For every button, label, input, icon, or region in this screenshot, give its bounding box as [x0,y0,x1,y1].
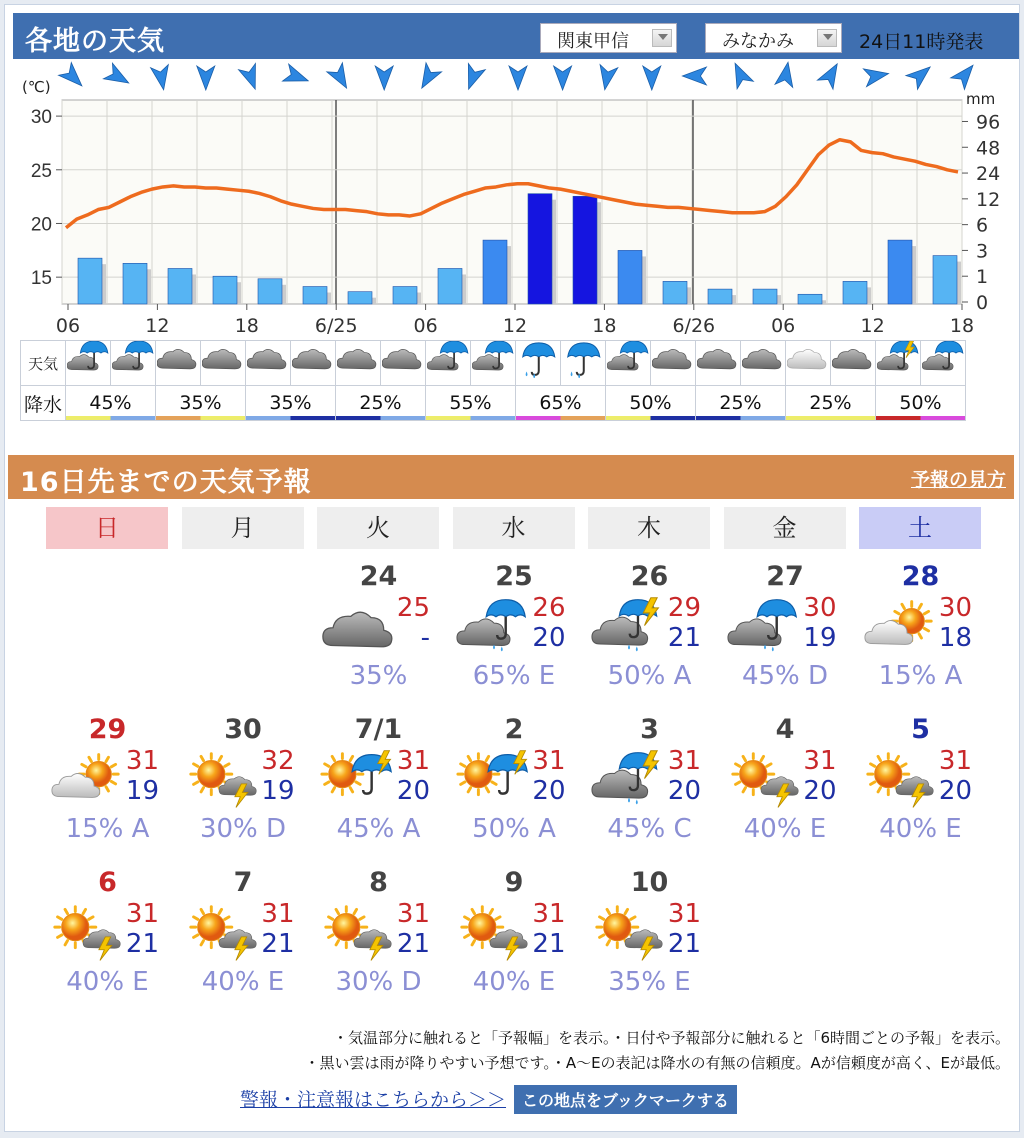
day-of-week-header: 火 [317,507,439,549]
temp-tick-label: 20 [30,214,52,236]
low-temp: 21 [125,929,159,959]
precip-chance-cell [606,386,696,421]
low-temp: 20 [396,776,430,806]
x-tick-label: 06 [55,315,81,337]
precip-chance-cell [786,386,876,421]
low-temp: 18 [938,623,972,653]
precip-bar [348,292,372,304]
low-temp: 20 [667,776,701,806]
forecast-date: 2 [504,714,524,745]
rain-weather-icon [455,595,533,657]
forecast-date: 5 [911,714,930,745]
precip-bar [78,258,102,304]
forecast-date: 27 [766,561,804,592]
x-tick-label: 12 [145,315,170,337]
chevron-down-icon [652,29,672,47]
reliability-strip [696,416,785,420]
region-select[interactable] [540,23,677,53]
low-temp: 20 [532,623,566,653]
forecast-date: 25 [495,561,533,592]
precip-row-label: 降水 [21,386,66,421]
sunthunder-weather-icon [184,901,262,963]
forecast-day-cell[interactable] [582,714,717,864]
temp-tick-label: 25 [30,160,52,182]
weather-header [13,13,1019,59]
low-temp: 20 [532,776,566,806]
precip-tick-label: 48 [976,137,1001,160]
low-temp: 21 [396,929,430,959]
wind-arrow-icon [197,66,215,90]
reliability-strip [426,416,515,420]
precip-chance-value: 25% [719,392,762,414]
precip-bar [483,240,507,304]
wind-arrow-icon [643,66,661,90]
forecast-date: 7 [233,867,253,898]
suncloud-weather-icon [861,595,939,657]
page-title: 各地の天気 [25,26,165,57]
precip-tick-label: 0 [976,292,989,314]
bookmark-button[interactable]: この地点をブックマークする [514,1085,737,1114]
region-select-value: 関東甲信 [557,31,629,52]
wind-arrow-icon [151,65,173,92]
low-temp: 21 [667,929,701,959]
precip-tick-label: 3 [976,240,989,263]
wind-arrow-icon [375,66,393,90]
precip-chance-value: 50% [629,392,672,414]
forecast-date: 3 [640,714,659,745]
x-tick-label: 6/26 [672,315,716,337]
precip-reliability: 40% E [66,967,149,997]
cloud-weather-icon [319,595,397,657]
forecast-day-cell[interactable] [447,561,582,711]
sunthunder-weather-icon [184,748,262,810]
precip-bar [168,268,192,304]
high-temp: 29 [667,593,701,623]
precip-bar [888,240,912,304]
precip-bar [303,287,327,304]
reliability-strip [876,416,965,420]
precip-reliability: 30% D [199,814,287,844]
precip-bar [843,281,867,304]
high-temp: 31 [125,899,159,929]
sunthunder-weather-icon [861,748,939,810]
rain-weather-icon [426,341,471,386]
precip-bar [663,281,687,304]
chevron-down-icon [817,29,837,47]
x-tick-label: 06 [771,315,796,337]
sunthunder-weather-icon [726,748,804,810]
high-temp: 31 [532,899,566,929]
sunthunder-weather-icon [319,901,397,963]
howto-link[interactable]: 予報の見方 [910,469,1006,491]
precip-chance-cell [876,386,966,421]
precip-bar [618,250,642,304]
sunrain-weather-icon [455,748,533,810]
precip-reliability: 15% A [878,661,963,691]
umbrella-weather-icon [516,341,561,386]
precip-bar [393,287,417,304]
wind-arrow-icon [906,60,936,89]
precip-chance-cell [516,386,606,421]
wind-arrow-icon [596,65,618,92]
forecast-day-cell[interactable] [853,714,988,864]
reliability-strip [246,416,335,420]
thunder-weather-icon [590,595,668,657]
forecast-day-cell[interactable] [40,867,175,1017]
x-tick-label: 12 [502,315,528,337]
precip-bar [708,289,732,304]
wind-arrow-icon [460,64,485,93]
precip-chance-value: 35% [269,392,312,414]
day-of-week-header: 木 [588,507,710,549]
x-tick-label: 12 [860,315,885,337]
precip-chance-value: 55% [449,392,492,414]
forecast-date: 8 [369,867,388,898]
precip-tick-label: 24 [976,163,1001,186]
precip-reliability: 45% A [336,814,421,844]
precip-bar [258,279,282,304]
thunder-weather-icon [590,748,668,810]
sunthunder-weather-icon [48,901,126,963]
reliability-strip [336,416,425,420]
precip-chance-value: 25% [809,392,852,414]
high-temp: 31 [532,746,566,776]
precip-tick-label: 6 [976,214,989,237]
precip-bar [798,294,822,304]
hourly-chart[interactable] [0,54,1024,339]
low-temp: 21 [261,929,295,959]
wind-arrow-icon [951,59,980,89]
forecast-header [8,455,1014,499]
temp-unit-label: (℃) [22,78,51,96]
rain-weather-icon [726,595,804,657]
thunder-weather-icon [876,341,921,386]
rain-weather-icon [471,341,516,386]
precip-chance-cell [66,386,156,421]
day-of-week-header: 水 [453,507,575,549]
low-temp: 19 [125,776,159,806]
precip-chance-value: 50% [899,392,942,414]
wind-arrow-icon [682,67,706,85]
rain-weather-icon [66,341,111,386]
day-of-week-header: 日 [46,507,168,549]
cloud-weather-icon [741,341,786,386]
forecast-date: 30 [224,714,262,745]
temp-tick-label: 15 [30,268,52,290]
precip-unit-label: mm [966,90,996,108]
x-tick-label: 18 [592,315,617,337]
cloud-weather-icon [381,341,426,386]
cloud-weather-icon [201,341,246,386]
forecast-date: 4 [775,714,795,745]
forecast-day-cell[interactable] [176,867,311,1017]
reliability-strip [786,416,875,420]
forecast-day-cell[interactable] [311,714,446,864]
forecast-day-cell[interactable] [718,714,853,864]
rain-weather-icon [921,341,966,386]
precip-chance-value: 25% [359,392,402,414]
place-select-value: みなかみ [722,31,794,52]
forecast-date: 28 [901,561,940,592]
wind-arrow-icon [863,65,890,87]
forecast-day-cell[interactable] [447,867,582,1017]
wind-arrow-icon [283,64,312,89]
forecast-date: 9 [504,867,524,898]
wind-arrow-icon [817,59,845,89]
precip-chance-cell [696,386,786,421]
precip-chance-value: 45% [89,392,132,414]
issued-time: 24日11時発表 [859,31,984,53]
precip-reliability: 40% E [472,967,556,997]
high-temp: 31 [396,746,430,776]
precip-bar [438,268,462,304]
low-temp: 20 [803,776,837,806]
footer [240,1085,737,1114]
precip-reliability: 45% C [607,814,692,844]
precip-chance-cell [246,386,336,421]
high-temp: 31 [667,746,701,776]
precip-chance-cell [426,386,516,421]
forecast-day-cell[interactable] [447,714,582,864]
reliability-strip [66,416,155,420]
cloud-weather-icon [156,341,201,386]
rain-weather-icon [111,341,156,386]
precip-reliability: 50% A [607,661,692,691]
precip-chance-cell [156,386,246,421]
reliability-strip [516,416,605,420]
precip-tick-label: 96 [976,111,1001,134]
high-temp: 25 [396,593,430,623]
low-temp: 19 [803,623,837,653]
reliability-strip [606,416,695,420]
precip-bar [573,196,597,304]
wind-arrow-icon [59,63,89,93]
day-of-week-header: 月 [182,507,304,549]
precip-reliability: 50% A [472,814,556,844]
wind-arrow-icon [414,63,442,93]
low-temp: 20 [938,776,972,806]
forecast-title: 16日先までの天気予報 [20,467,312,498]
reliability-strip [156,416,245,420]
high-temp: 31 [667,899,701,929]
precip-reliability: 40% E [743,814,827,844]
wind-arrow-icon [509,66,527,90]
high-temp: 32 [261,746,295,776]
wind-arrow-icon [554,66,572,90]
forecast-date: 7/1 [354,714,403,745]
cloud-weather-icon [246,341,291,386]
high-temp: 30 [938,593,972,623]
day-of-week-header: 土 [859,507,981,549]
place-select[interactable] [705,23,842,53]
precip-bar [933,256,957,304]
precip-reliability: 30% D [335,967,422,997]
cloud-weather-icon [696,341,741,386]
forecast-day-cell[interactable] [582,561,717,711]
low-temp: 19 [261,776,295,806]
forecast-day-cell[interactable] [176,714,311,864]
precip-bar [123,263,147,304]
weather-row-label: 天気 [21,341,66,386]
forecast-day-cell[interactable] [40,714,175,864]
umbrella-weather-icon [561,341,606,386]
high-temp: 31 [396,899,430,929]
wind-arrow-icon [103,63,133,91]
precip-bar [753,289,777,304]
forecast-day-cell[interactable] [582,867,717,1017]
forecast-date: 24 [359,561,398,592]
x-tick-label: 18 [949,315,975,337]
precip-reliability: 40% E [201,967,285,997]
forecast-date: 26 [630,561,669,592]
low-temp: - [420,623,430,653]
cloud-weather-icon [831,341,876,386]
warning-link[interactable]: 警報・注意報はこちらから＞＞ [240,1089,507,1111]
sunthunder-weather-icon [590,901,668,963]
wind-arrow-icon [239,64,264,93]
precip-bar [213,276,237,304]
precip-reliability: 40% E [879,814,962,844]
high-temp: 30 [803,593,837,623]
cloud-weather-icon [336,341,381,386]
forecast-date: 6 [98,867,117,898]
day-of-week-header: 金 [724,507,846,549]
precip-reliability: 35% [349,661,408,691]
sunthunder-weather-icon [455,901,533,963]
precip-tick-label: 1 [976,266,989,289]
suncloud-weather-icon [48,748,126,810]
high-temp: 31 [938,746,972,776]
forecast-date: 29 [88,714,127,745]
high-temp: 31 [261,899,295,929]
forecast-day-cell[interactable] [853,561,988,711]
precip-reliability: 35% E [608,967,691,997]
sunrain-weather-icon [319,748,397,810]
precip-bar [528,194,552,304]
rain-weather-icon [606,341,651,386]
low-temp: 21 [532,929,566,959]
forecast-day-cell[interactable] [718,561,853,711]
precip-chance-cell [336,386,426,421]
forecast-date: 10 [630,867,669,898]
high-temp: 26 [532,593,566,623]
x-tick-label: 06 [413,315,438,337]
note-line: ・黒い雲は雨が降りやすい予想です。・A〜Eの表記は降水の有無の信頼度。Aが信頼度が高く、Eが最低。 [304,1054,1010,1072]
precip-chance-value: 65% [539,392,582,414]
x-tick-label: 18 [234,315,259,337]
high-temp: 31 [125,746,159,776]
precip-tick-label: 12 [976,188,1001,211]
forecast-day-cell[interactable] [311,561,446,711]
low-temp: 21 [667,623,701,653]
precip-reliability: 65% E [472,661,556,691]
cloud-weather-icon [651,341,696,386]
cloud-weather-icon [291,341,336,386]
high-temp: 31 [803,746,837,776]
precip-reliability: 45% D [741,661,829,691]
x-tick-label: 6/25 [314,315,358,337]
wind-arrow-icon [727,60,753,89]
temp-tick-label: 30 [30,107,52,129]
forecast-day-cell[interactable] [311,867,446,1017]
cloudw-weather-icon [786,341,831,386]
note-line: ・気温部分に触れると「予報幅」を表示。・日付や予報部分に触れると「6時間ごとの予報」を表示。 [332,1029,1010,1047]
precip-reliability: 15% A [65,814,150,844]
precip-chance-value: 35% [179,392,222,414]
hourly-weather-table [20,340,966,421]
wind-arrow-icon [327,63,355,93]
wind-arrow-icon [775,61,797,88]
